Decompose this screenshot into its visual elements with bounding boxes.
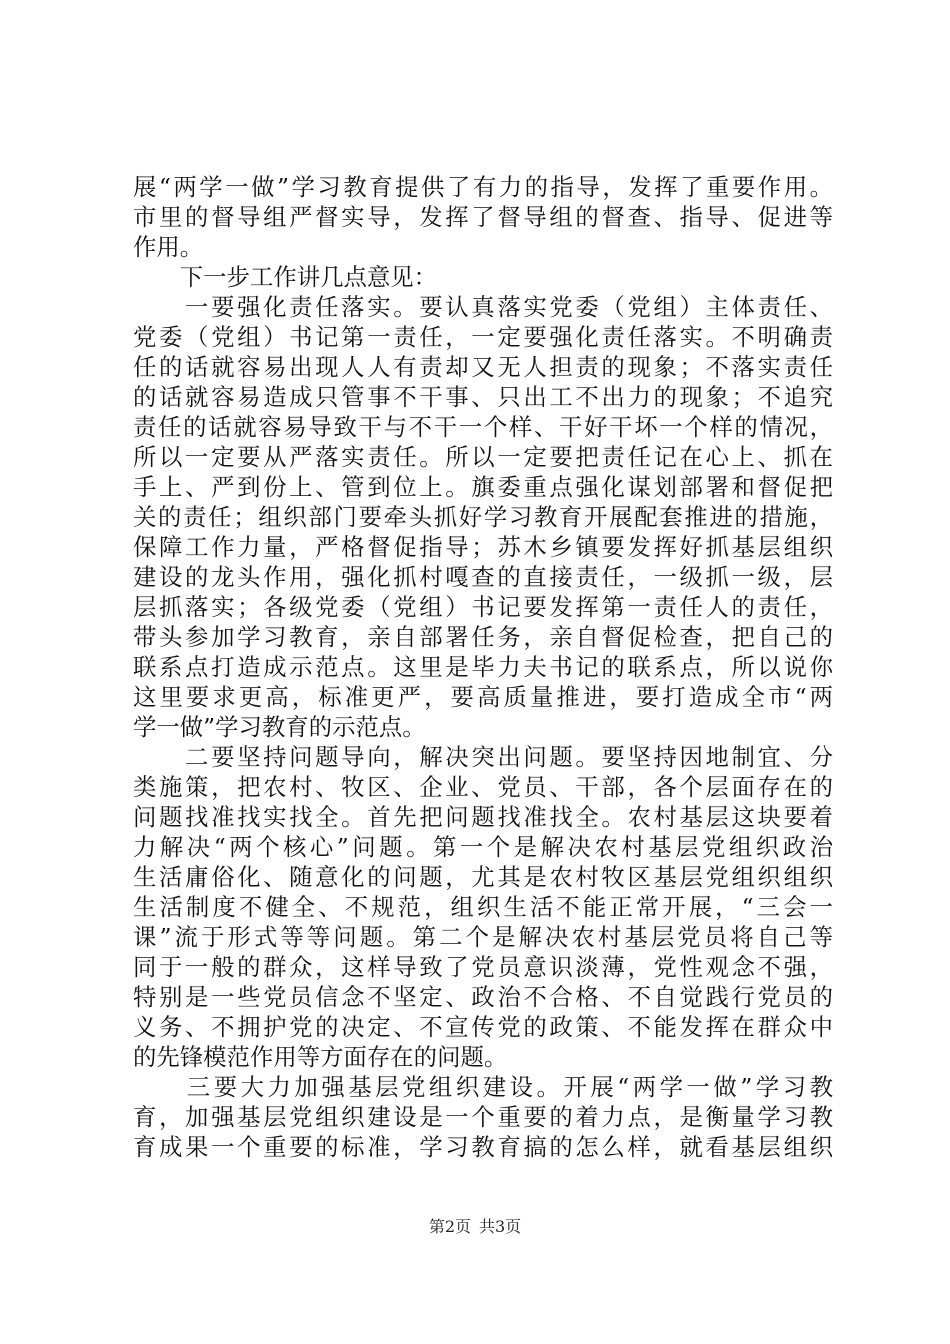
- text-line: 任的话就容易出现人人有责却又无人担责的现象；不落实责任: [133, 353, 833, 381]
- text-line: 力解决“两个核心”问题。第一个是解决农村基层党组织政治: [133, 833, 833, 861]
- text-line: 市里的督导组严督实导，发挥了督导组的督查、指导、促进等: [133, 203, 833, 231]
- text-line: 保障工作力量，严格督促指导；苏木乡镇要发挥好抓基层组织: [133, 533, 833, 561]
- text-line: 义务、不拥护党的决定、不宣传党的政策、不能发挥在群众中: [133, 1013, 833, 1041]
- page-number: 第2页: [428, 1217, 471, 1236]
- text-line: 一要强化责任落实。要认真落实党委（党组）主体责任、: [133, 293, 833, 321]
- text-line: 党委（党组）书记第一责任，一定要强化责任落实。不明确责: [133, 323, 833, 351]
- text-line: 三要大力加强基层党组织建设。开展“两学一做”学习教: [133, 1073, 833, 1101]
- text-line: 关的责任；组织部门要牵头抓好学习教育开展配套推进的措施，: [133, 503, 833, 531]
- text-line: 责任的话就容易导致干与不干一个样、干好干坏一个样的情况，: [133, 413, 833, 441]
- text-line: 建设的龙头作用，强化抓村嘎查的直接责任，一级抓一级，层: [133, 563, 833, 591]
- text-line: 类施策，把农村、牧区、企业、党员、干部，各个层面存在的: [133, 773, 833, 801]
- text-line: 课”流于形式等等问题。第二个是解决农村基层党员将自己等: [133, 923, 833, 951]
- text-line: 育，加强基层党组织建设是一个重要的着力点，是衡量学习教: [133, 1103, 833, 1131]
- text-line: 下一步工作讲几点意见：: [133, 263, 438, 291]
- text-line: 生活庸俗化、随意化的问题，尤其是农村牧区基层党组织组织: [133, 863, 833, 891]
- text-line: 的话就容易造成只管事不干事、只出工不出力的现象；不追究: [133, 383, 833, 411]
- text-line: 学一做”学习教育的示范点。: [133, 713, 426, 741]
- text-line: 生活制度不健全、不规范，组织生活不能正常开展，“三会一: [133, 893, 833, 921]
- text-line: 育成果一个重要的标准，学习教育搞的怎么样，就看基层组织: [133, 1133, 833, 1161]
- text-line: 特别是一些党员信念不坚定、政治不合格、不自觉践行党员的: [133, 983, 833, 1011]
- text-line: 所以一定要从严落实责任。所以一定要把责任记在心上、抓在: [133, 443, 833, 471]
- text-line: 同于一般的群众，这样导致了党员意识淡薄，党性观念不强，: [133, 953, 833, 981]
- text-line: 带头参加学习教育，亲自部署任务，亲自督促检查，把自己的: [133, 623, 833, 651]
- text-line: 展“两学一做”学习教育提供了有力的指导，发挥了重要作用。: [133, 173, 833, 201]
- page-total: 共3页: [479, 1217, 522, 1236]
- page-footer: [0, 1217, 950, 1237]
- text-line: 层抓落实；各级党委（党组）书记要发挥第一责任人的责任，: [133, 593, 833, 621]
- text-line: 问题找准找实找全。首先把问题找准找全。农村基层这块要着: [133, 803, 833, 831]
- text-line: 联系点打造成示范点。这里是毕力夫书记的联系点，所以说你: [133, 653, 833, 681]
- text-line: 这里要求更高，标准更严，要高质量推进，要打造成全市“两: [133, 683, 833, 711]
- text-line: 作用。: [133, 233, 204, 261]
- text-line: 手上、严到份上、管到位上。旗委重点强化谋划部署和督促把: [133, 473, 833, 501]
- text-line: 的先锋模范作用等方面存在的问题。: [133, 1043, 508, 1071]
- text-line: 二要坚持问题导向，解决突出问题。要坚持因地制宜、分: [133, 743, 833, 771]
